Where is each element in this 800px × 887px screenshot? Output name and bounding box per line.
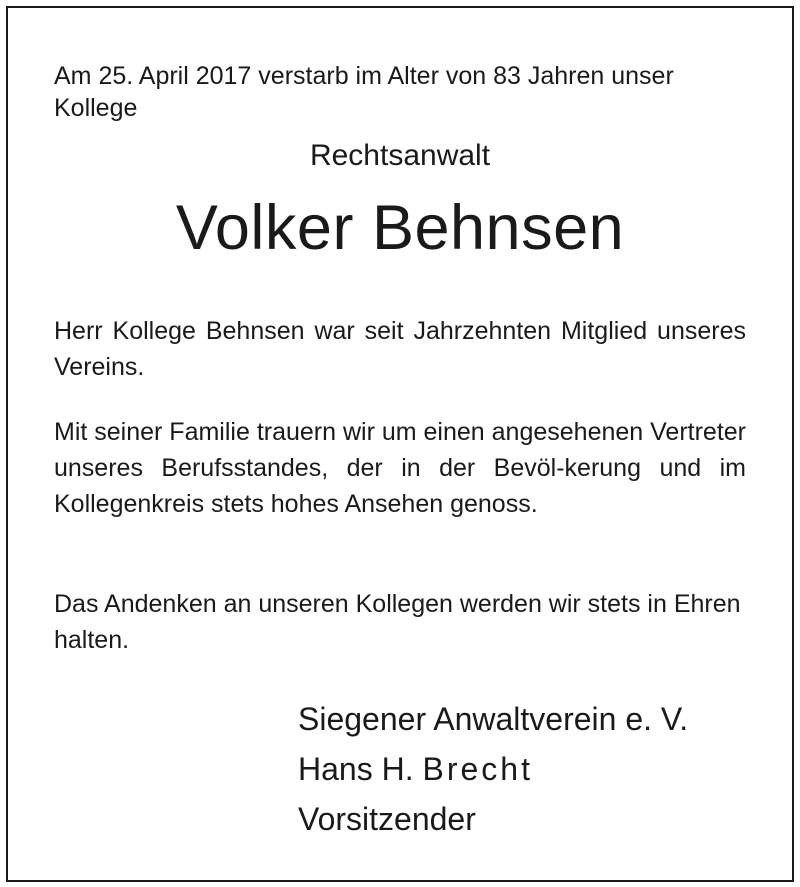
signature-person-first: Hans H. bbox=[298, 751, 414, 787]
paragraph-remembrance: Das Andenken an unseren Kollegen werden wir stets in Ehren halten. bbox=[54, 590, 741, 654]
signature-block bbox=[298, 694, 758, 844]
paragraph-membership: Herr Kollege Behnsen war seit Jahrzehnten Mitglied unseres Vereins. bbox=[54, 317, 746, 381]
signature-role: Vorsitzender bbox=[298, 801, 476, 837]
professional-title: Rechtsanwalt bbox=[309, 139, 491, 172]
signature-person-last: Brecht bbox=[422, 751, 533, 787]
signature-organization: Siegener Anwaltverein e. V. bbox=[298, 701, 689, 737]
deceased-name: Volker Behnsen bbox=[175, 193, 625, 263]
intro-text: Am 25. April 2017 verstarb im Alter von 83 Jahren unser Kollege bbox=[54, 62, 674, 122]
signature-person bbox=[298, 744, 758, 794]
paragraph-condolence: Mit seiner Familie trauern wir um einen angesehenen Vertreter unseres Berufsstandes, der in der Bevöl-kerung und im Kollegenkreis stets hohes Ansehen genoss. bbox=[54, 418, 747, 518]
